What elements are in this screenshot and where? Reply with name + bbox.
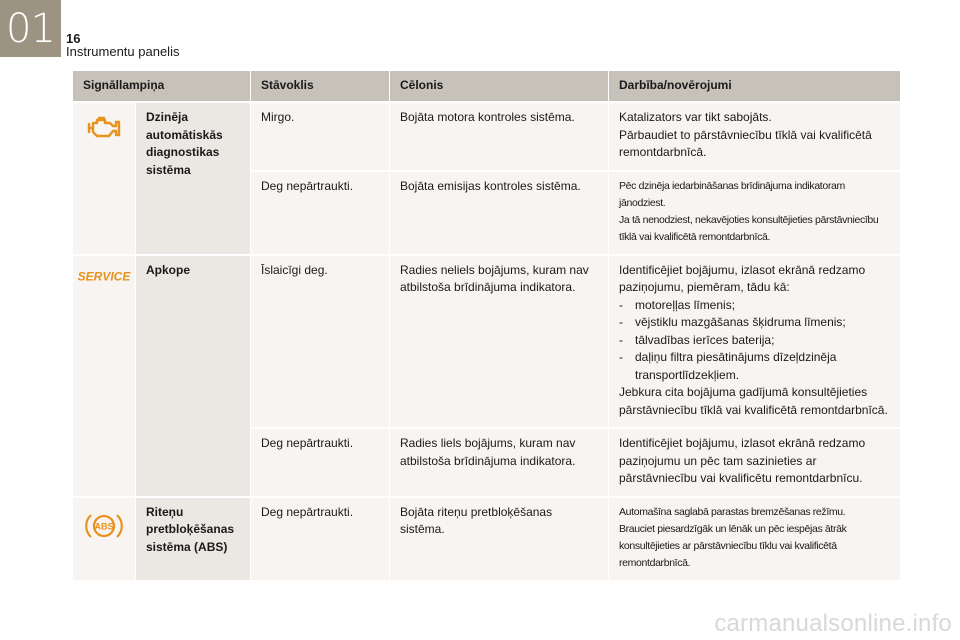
state-cell: Deg nepārtraukti. [251,172,389,254]
action-cell [609,498,900,580]
action-line: Identificējiet bojājumu, izlasot ekrānā redzamo paziņojumu un pēc tam sazinieties ar pārstāvniecību vai kvalificētu remontdarbnīcu. [619,436,866,485]
action-bullet: - daļiņu filtra piesātinājums dīzeļdzinēja transportlīdzekļiem. [619,350,837,382]
cause-cell: Bojāta riteņu pretbloķēšanas sistēma. [390,498,608,580]
action-bullet: - tālvadības ierīces baterija; [619,332,775,347]
abs-icon [85,510,123,542]
warning-lamps-table [72,69,901,582]
state-cell: Deg nepārtraukti. [251,429,389,496]
watermark: carmanualsonline.info [714,610,952,637]
action-line: Automašīna saglabā parastas bremzēšanas režīmu. [619,505,846,518]
lamp-name: Riteņu pretbloķēšanas sistēma (ABS) [136,498,250,580]
page-number: 16 [66,31,81,46]
cause-cell: Bojāta emisijas kontroles sistēma. [390,172,608,254]
column-header-lamp: Signāllampiņa [73,71,250,101]
action-line: Brauciet piesardzīgāk un lēnāk un pēc iespējas ātrāk konsultējieties ar pārstāvniecību tīklu vai kvalificētā remontdarbnīcā. [619,522,847,569]
table-row [73,498,900,580]
cause-cell: Bojāta motora kontroles sistēma. [390,103,608,170]
action-cell [609,429,900,496]
section-title: Instrumentu panelis [66,44,180,59]
svg-text:ABS: ABS [94,521,114,531]
action-cell [609,256,900,428]
state-cell: Mirgo. [251,103,389,170]
cause-cell: Radies liels bojājums, kuram nav atbilstoša brīdinājuma indikatora. [390,429,608,496]
action-bullet: - vējstiklu mazgāšanas šķidruma līmenis; [619,315,846,329]
cause-cell: Radies neliels bojājums, kuram nav atbilstoša brīdinājuma indikatora. [390,256,608,428]
svg-text:SERVICE: SERVICE [77,269,131,283]
state-cell: Deg nepārtraukti. [251,498,389,580]
lamp-icon-cell [73,498,135,580]
lamp-name: Dzinēja automātiskās diagnostikas sistēma [136,103,250,254]
action-outro: Jebkura cita bojājuma gadījumā konsultējieties pārstāvniecību tīklā vai kvalificētā remontdarbnīcā. [619,385,888,417]
column-header-cause: Cēlonis [390,71,608,101]
column-header-action: Darbība/novērojumi [609,71,900,101]
lamp-icon-cell [73,256,135,496]
action-cell [609,103,900,170]
action-line: Pārbaudiet to pārstāvniecību tīklā vai kvalificētā remontdarbnīcā. [619,127,872,159]
service-icon [77,268,131,284]
table-header-row [73,71,900,101]
table-row [73,103,900,170]
action-line: Pēc dzinēja iedarbināšanas brīdinājuma indikatoram jānodziest. [619,179,845,209]
action-line: Ja tā nenodziest, nekavējoties konsultējieties pārstāvniecību tīklā vai kvalificētā remontdarbnīcā. [619,213,879,243]
action-bullet: - motoreļļas līmenis; [619,297,736,312]
table-row [73,256,900,428]
state-cell: Īslaicīgi deg. [251,256,389,428]
action-cell [609,172,900,254]
lamp-icon-cell [73,103,135,254]
action-line: Katalizators var tikt sabojāts. [619,110,772,124]
action-intro: Identificējiet bojājumu, izlasot ekrānā redzamo paziņojumu, piemēram, tādu kā: [619,262,866,294]
column-header-state: Stāvoklis [251,71,389,101]
chapter-tab: 01 [0,0,61,57]
engine-check-icon [86,115,122,141]
lamp-name: Apkope [136,256,250,496]
